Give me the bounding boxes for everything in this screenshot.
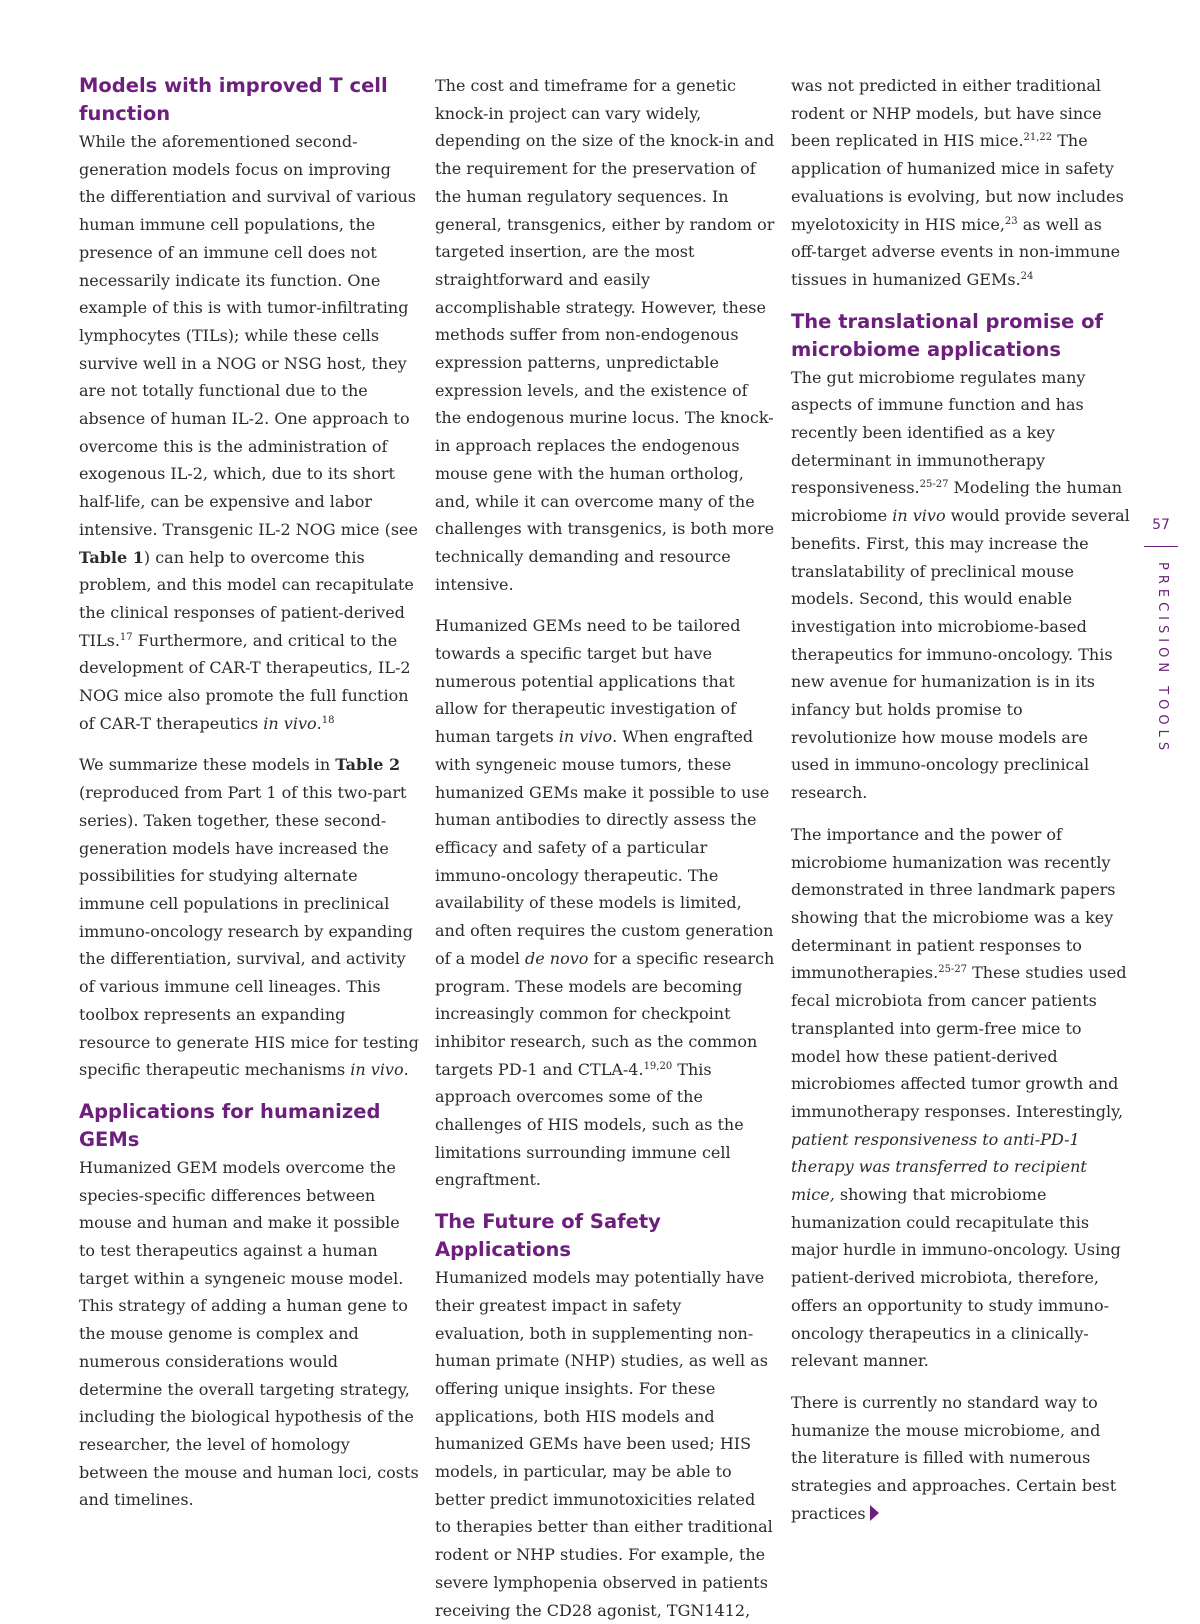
article-column-2 [435,72,775,1624]
heading-applications-humanized-gems: Applications for humanized GEMs [79,1099,381,1151]
table-2-reference: Table 2 [335,755,401,775]
citation-18: 18 [321,714,335,726]
heading-models-improved-t-cell: Models with improved T cell function [79,74,388,125]
table-1-reference: Table 1 [79,547,144,567]
continue-arrow-icon [870,1505,879,1521]
article-column-3 [791,72,1131,1527]
paragraph-hns-mice-safety: was not predicted in either traditional rodent or NHP models, but have since been replicated in HIS mice.$^{21,22}$ The application of humanized mice in safety evaluations is evolving, but now includes myelotoxicity in HIS mice,$^{23}$ as well as off-target adverse events in non-immune tissues in humanized GEMs.$^{24}$ [791,76,1124,289]
paragraph-t-cell-function: While the aforementioned second-generation models focus on improving the differentiation and survival of various human immune cell populations, the presence of an immune cell does not necessarily indicate its function. One example of this is with tumor-infiltrating lymphocytes (TILs); while these cells survive well in a NOG or NSG host, they are not totally functional due to the absence of human IL-2. One approach to overcome this is the administration of exogenous IL-2, which, due to its short half-life, can be expensive and labor intensive. Transgenic IL-2 NOG mice (see Table 1) can help to overcome this problem, and this model can recapitulate the clinical responses of patient-derived TILs.$^{17}$ Furthermore, and critical to the development of CAR-T therapeutics, IL-2 NOG mice also promote the full function of CAR-T therapeutics in vivo.$^{18}$ [79,132,418,733]
heading-translational-promise-microbiome: The translational promise of microbiome applications [791,309,1104,361]
citation-21-22: 21,22 [1023,132,1053,144]
paragraph-microbiome-landmark-papers: The importance and the power of microbiome humanization was recently demonstrated in three landmark papers showing that the microbiome was a key determinant in patient responses to immunotherapies.$^{25-27}$ These studies used fecal microbiota from cancer patients transplanted into germ-free mice to model how these patient-derived microbiomes affected tumor growth and immunotherapy responses. Interestingly, patient responsiveness to anti-PD-1 therapy was transferred to recipient mice, showing that microbiome humanization could recapitulate this major hurdle in immuno-oncology. Using patient-derived microbiota, therefore, offers an opportunity to study immuno-oncology therapeutics in a clinically-relevant manner. [791,824,1127,1371]
citation-25-27: 25-27 [919,479,949,491]
citation-23: 23 [1004,215,1018,227]
article-column-1 [79,72,419,1514]
paragraph-humanized-gem-models: Humanized GEM models overcome the species-specific differences between mouse and human and make it possible to test therapeutics against a human target within a syngeneic mouse model. This strategy of adding a human gene to the mouse genome is complex and numerous considerations would determine the overall targeting strategy, including the biological hypothesis of the researcher, the level of homology between the mouse and human loci, costs and timelines. [79,1157,419,1510]
section-label: PRECISION TOOLS [1155,562,1170,756]
paragraph-knock-in-cost: The cost and timeframe for a genetic knock-in project can vary widely, depending on the size of the knock-in and the requirement for the preservation of the human regulatory sequences. In general, transgenics, either by random or targeted insertion, are the most straightforward and easily accomplishable strategy. However, these methods suffer from non-endogenous expression patterns, unpredictable expression levels, and the existence of the endogenous murine locus. The knock-in approach replaces the endogenous mouse gene with the human ortholog, and, while it can overcome many of the challenges with transgenics, is both more technically demanding and resource intensive. [435,76,775,594]
paragraph-gut-microbiome: The gut microbiome regulates many aspects of immune function and has recently been identified as a key determinant in immunotherapy responsiveness.$^{25-27}$ Modeling the human microbiome in vivo would provide several benefits. First, this may increase the translatability of preclinical mouse models. Second, this would enable investigation into microbiome-based therapeutics for immuno-oncology. This new avenue for humanization is in its infancy but holds promise to revolutionize how mouse models are used in immuno-oncology preclinical research. [791,367,1130,803]
citation-25-27-b: 25-27 [938,964,968,976]
paragraph-safety-evaluation: Humanized models may potentially have their greatest impact in safety evaluation, both in supplementing non-human primate (NHP) studies, as well as offering unique insights. For these applications, both HIS models and humanized GEMs have been used; HIS models, in particular, may be able to better predict immunotoxicities related to therapies better than either traditional rodent or NHP studies. For example, the severe lymphopenia observed in patients receiving the CD28 agonist, TGN1412, [435,1268,773,1620]
paragraph-humanized-gems-tailored: Humanized GEMs need to be tailored towards a specific target but have numerous potential applications that allow for therapeutic investigation of human targets in vivo. When engrafted with syngeneic mouse tumors, these humanized GEMs make it possible to use human antibodies to directly assess the efficacy and safety of a particular immuno-oncology therapeutic. The availability of these models is limited, and often requires the custom generation of a model de novo for a specific research program. These models are becoming increasingly common for checkpoint inhibitor research, such as the common targets PD-1 and CTLA-4.$^{19,20}$ This approach overcomes some of the challenges of HIS models, such as the limitations surrounding immune cell engraftment. [435,616,775,1190]
page-number: 57 [1152,517,1170,533]
heading-future-safety-applications: The Future of Safety Applications [435,1210,661,1262]
paragraph-summary-table-2: We summarize these models in Table 2 (reproduced from Part 1 of this two-part series). Taken together, these second-generation models have increased the possibilities for studying alternate immune cell populations in preclinical immuno-oncology research by expanding the differentiation, survival, and activity of various immune cell lineages. This toolbox represents an expanding resource to generate HIS mice for testing specific therapeutic mechanisms in vivo. [79,755,419,1080]
citation-17: 17 [119,631,133,643]
citation-19-20: 19,20 [643,1060,673,1072]
paragraph-no-standard-way: There is currently no standard way to humanize the mouse microbiome, and the literature is filled with numerous strategies and approaches. Certain best practices [791,1392,1117,1523]
citation-24: 24 [1020,270,1034,282]
side-divider [1144,546,1178,547]
